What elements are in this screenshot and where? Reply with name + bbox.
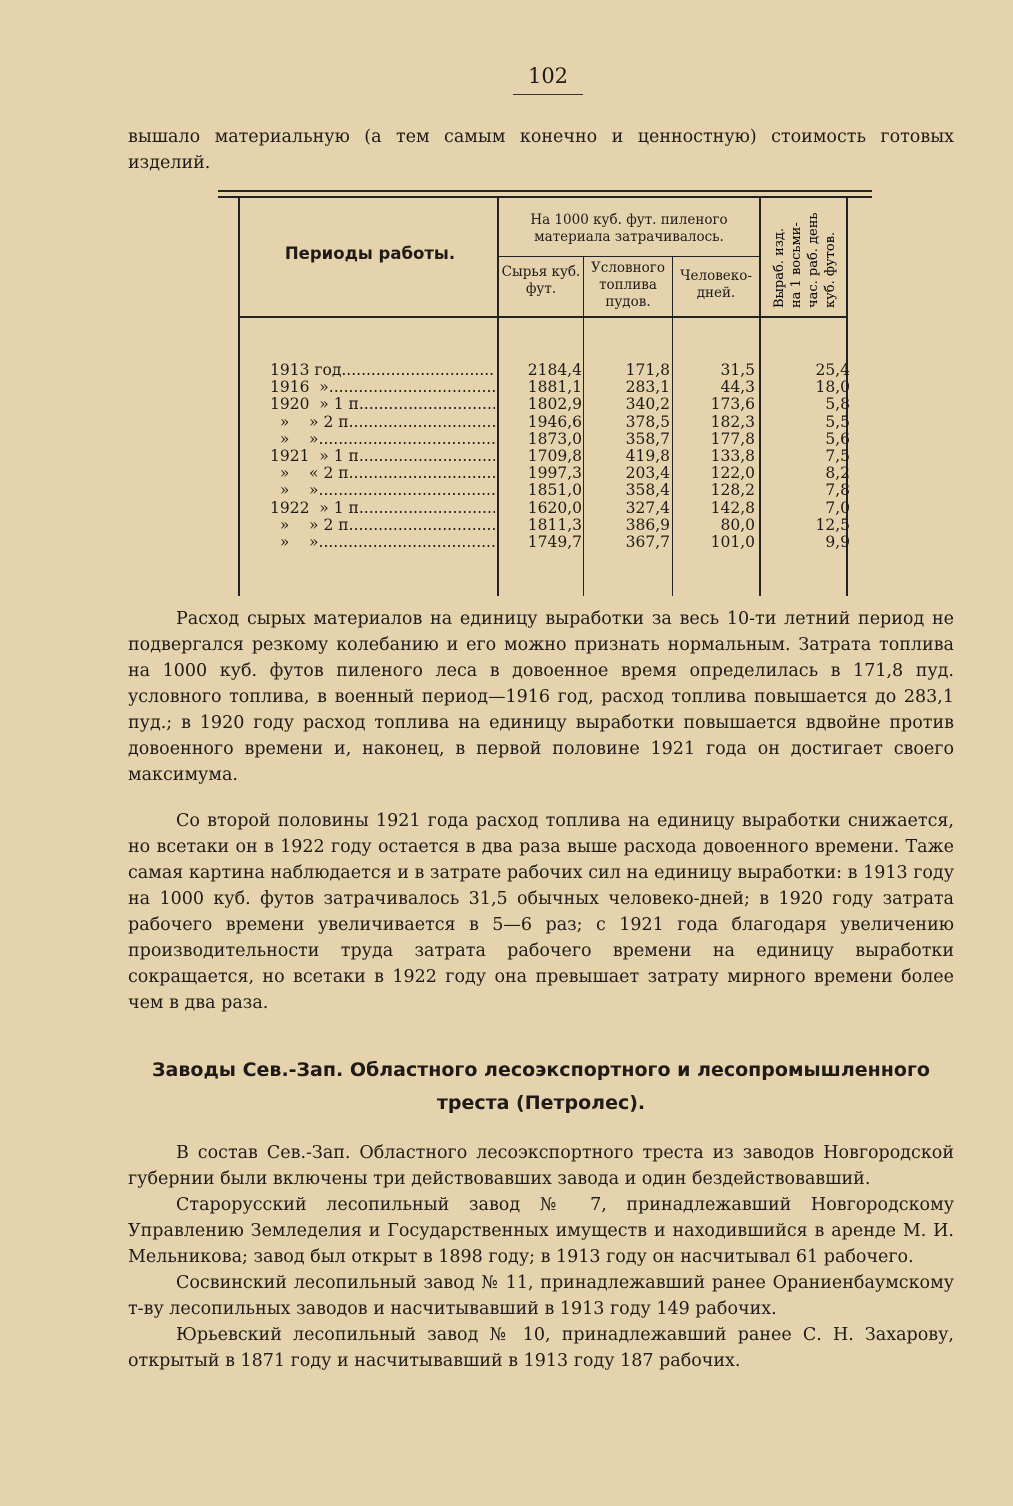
table-row [240,448,850,465]
page-number-rule [513,94,583,95]
table-top-rule [218,190,872,192]
header-output-rotated [765,206,845,310]
row-mandays: 128,2 [710,481,755,500]
row-raw: 1811,3 [527,515,582,534]
row-period: » » 2 п. ..... [270,517,495,534]
row-mandays: 177,8 [710,429,755,448]
paragraph-1 [128,606,954,788]
row-period: 1920 » 1 п. ..... [270,396,495,413]
row-raw: 2184,4 [527,361,582,379]
table-header-rule [238,316,848,318]
row-period: » » ..... [270,431,495,448]
header-output-line-1: Выраб. изд. [772,228,787,308]
row-raw: 1946,6 [527,412,582,431]
row-output: 8,2 [825,464,850,483]
row-fuel: 358,4 [625,481,670,500]
row-fuel: 327,4 [625,498,670,517]
row-mandays: 101,0 [710,533,755,551]
paragraph-4-text: Старорусский лесопильный завод № 7, принадлежавший Новгородскому Управлению Земледелия и Государственных имуществ и находившийся в аренде М. И. Мельникова; завод был открыт в 1898 году; в 1913 году он насчитывал 61 рабочего. [128,1195,954,1267]
row-raw: 1620,0 [527,498,582,517]
row-raw: 1873,0 [527,429,582,448]
table-row [240,534,850,551]
paragraph-6-text: Юрьевский лесопильный завод № 10, принадлежавший ранее С. Н. Захарову, открытый в 1871 году и насчитывавший в 1913 году 187 рабочих. [128,1325,954,1371]
row-raw: 1851,0 [527,481,582,500]
paragraph-2 [128,808,954,1016]
row-fuel: 419,8 [625,447,670,465]
row-output: 9,9 [825,533,850,551]
row-fuel: 378,5 [625,412,670,431]
section-title [128,1054,954,1120]
row-mandays: 122,0 [710,464,755,483]
row-output: 25,4 [815,361,850,379]
row-raw: 1749,7 [527,533,582,551]
row-raw: 1802,9 [527,395,582,414]
row-mandays: 142,8 [710,498,755,517]
header-mandays: Человеко-дней. [680,268,752,301]
row-mandays: 133,8 [710,447,755,465]
header-output-line-2: на 1 восьми- [789,222,804,308]
row-mandays: 44,3 [720,378,755,397]
row-fuel: 367,7 [625,533,670,551]
row-output: 7,0 [825,498,850,517]
table-top-rule-2 [218,196,872,198]
row-fuel: 283,1 [625,378,670,397]
paragraph-group-3 [128,1140,954,1374]
row-raw: 1709,8 [527,447,582,465]
row-output: 7,5 [825,447,850,465]
row-raw: 1881,1 [527,378,582,397]
page-number: 102 [527,64,569,88]
table-row [240,431,850,448]
row-period: 1921 » 1 п. ..... [270,448,495,465]
row-mandays: 31,5 [720,361,755,379]
row-output: 5,6 [825,429,850,448]
header-periods: Периоды работы. [284,244,456,263]
row-fuel: 340,2 [625,395,670,414]
table-row [240,414,850,431]
table-row [240,482,850,499]
paragraph-2-text: Со второй половины 1921 года расход топлива на единицу выработки снижается, но всетаки он в 1922 году остается в два раза выше расхода довоенного времени. Таже самая картина наблюдается и в затрате рабочих сил на единицу выработки: в 1913 году на 1000 куб. футов затрачивалось 31,5 обычных человеко-дней; в 1920 году затрата рабочего времени увеличивается в 5—6 раз; с 1921 года благодаря увеличению производительности труда затрата рабочего времени на единицу выработки сокращается, но всетаки в 1922 году она превышает затрату мирного времени более чем в два раза. [128,811,954,1013]
row-output: 7,8 [825,481,850,500]
row-raw: 1997,3 [527,464,582,483]
row-period: » » ..... [270,534,495,551]
paragraph-5-text: Сосвинский лесопильный завод № 11, принадлежавший ранее Ораниенбаумскому т-ву лесопильных заводов и насчитывавший в 1913 году 149 рабочих. [128,1273,954,1319]
table-row [240,362,850,379]
intro-paragraph: вышало материальную (а тем самым конечно и ценностную) стоимость готовых изделий. [128,127,954,173]
section-title-line-2: треста (Петролес). [436,1092,646,1114]
row-fuel: 386,9 [625,515,670,534]
table-row [240,500,850,517]
row-fuel: 203,4 [625,464,670,483]
table-row [240,396,850,413]
header-raw: Сырья куб. фут. [501,264,581,297]
table-row [240,517,850,534]
paragraph-3-text: В состав Сев.-Зап. Областного лесоэкспортного треста из заводов Новгородской губернии были включены три действовавших завода и один бездействовавший. [128,1143,954,1189]
section-title-line-1: Заводы Сев.-Зап. Областного лесоэкспортного и лесопромышленного [152,1059,930,1081]
row-period: 1922 » 1 п. ..... [270,500,495,517]
row-output: 18,0 [815,378,850,397]
paragraph-1-text: Расход сырых материалов на единицу выработки за весь 10-ти летний период не подвергался резкому колебанию и его можно признать нормальным. Затрата топлива на 1000 куб. футов пиленого леса в довоенное время определилась в 171,8 пуд. условного топлива, в военный период—1916 год, расход топлива повышается до 283,1 пуд.; в 1920 году расход топлива на единицу выработки повышается вдвойне против довоенного времени и, наконец, в первой половине 1921 года он достигает своего максимума. [128,609,954,785]
header-output-line-3: час. раб. день [806,212,821,308]
header-output-line-4: куб. футов. [823,231,838,308]
row-mandays: 182,3 [710,412,755,431]
header-group: На 1000 куб. фут. пиленого материала затрачивалось. [530,212,728,245]
table-group-rule [497,256,759,257]
row-mandays: 173,6 [710,395,755,414]
table-row [240,379,850,396]
row-mandays: 80,0 [720,515,755,534]
row-output: 12,5 [815,515,850,534]
row-period: 1913 год ..... [270,362,495,379]
row-period: 1916 » ..... [270,379,495,396]
row-output: 5,8 [825,395,850,414]
header-fuel: Условного топлива пудов. [591,260,665,310]
row-period: » » 2 п. ..... [270,414,495,431]
row-period: » « 2 п. ..... [270,465,495,482]
row-period: » » ..... [270,482,495,499]
table-row [240,465,850,482]
row-fuel: 358,7 [625,429,670,448]
row-output: 5,5 [825,412,850,431]
row-fuel: 171,8 [625,361,670,379]
